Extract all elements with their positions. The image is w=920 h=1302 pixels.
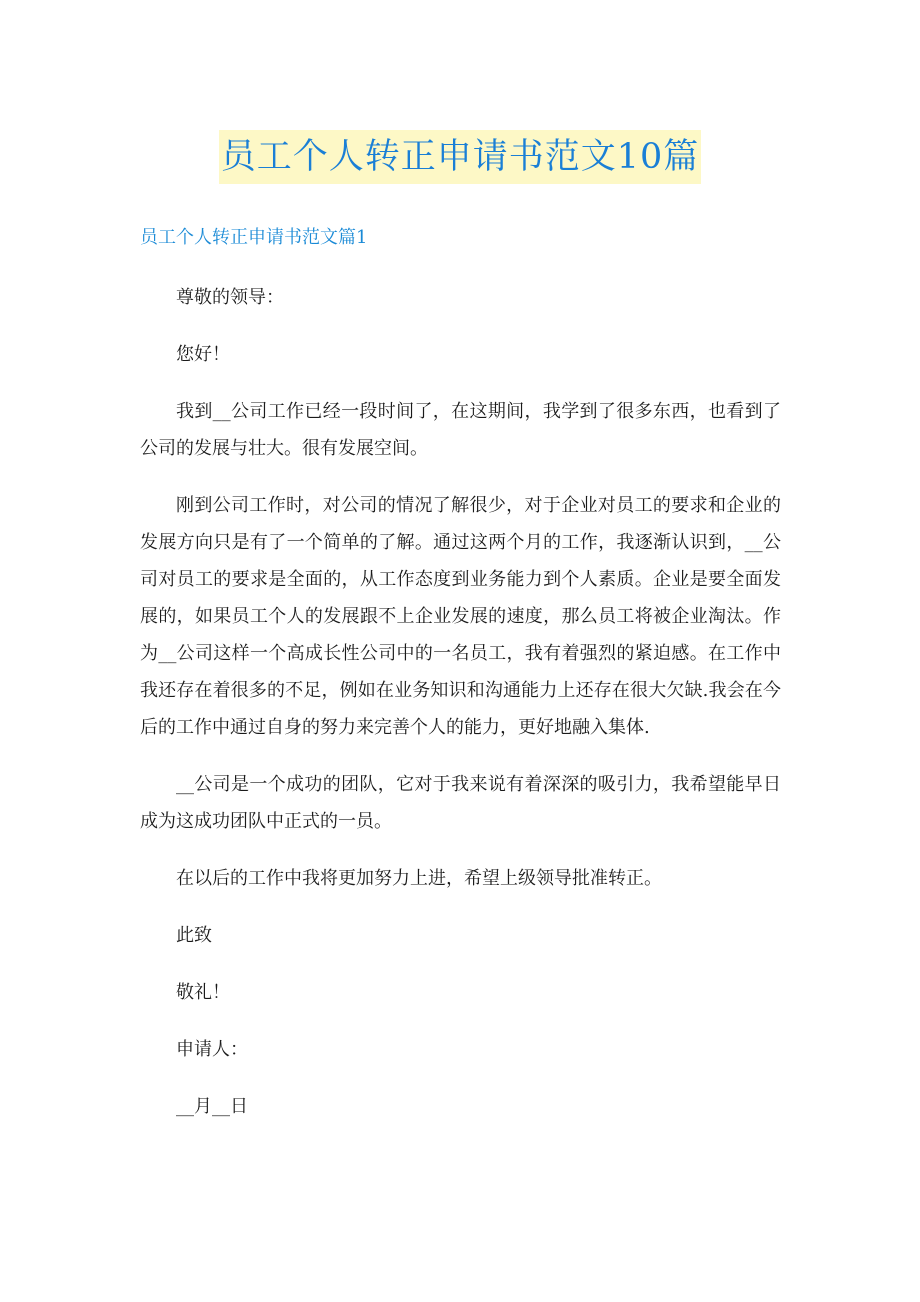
salutation: 尊敬的领导： bbox=[176, 287, 284, 308]
closing-1: 此致 bbox=[176, 925, 212, 946]
paragraph-main: 刚到公司工作时，对公司的情况了解很少，对于企业对员工的要求和企业的发展方向只是有了一个简单的了解。通过这两个月的工作，我逐渐认识到，__公司对员工的要求是全面的，从工作态度到业务能力到个人素质。企业是要全面发展的，如果员工个人的发展跟不上企业发展的速度，那么员工将被企业淘汰。作为__公司这样一个高成长性公司中的一名员工，我有着强烈的紧迫感。在工作中我还存在着很多的不足，例如在业务知识和沟通能力上还存在很大欠缺.我会在今后的工作中通过自身的努力来完善个人的能力，更好地融入集体. bbox=[140, 495, 781, 738]
paragraph-request: 在以后的工作中我将更加努力上进，希望上级领导批准转正。 bbox=[176, 868, 662, 889]
paragraph-intro: 我到__公司工作已经一段时间了，在这期间，我学到了很多东西，也看到了公司的发展与壮大。很有发展空间。 bbox=[140, 401, 781, 459]
letter-body bbox=[140, 279, 781, 1145]
applicant-label: 申请人： bbox=[176, 1039, 248, 1060]
date-line: __月__日 bbox=[176, 1096, 248, 1117]
greeting: 您好！ bbox=[176, 344, 230, 365]
title-container bbox=[0, 130, 920, 184]
document-title: 员工个人转正申请书范文10篇 bbox=[219, 130, 702, 184]
paragraph-team: __公司是一个成功的团队，它对于我来说有着深深的吸引力，我希望能早日成为这成功团队中正式的一员。 bbox=[140, 774, 781, 832]
section-title: 员工个人转正申请书范文篇1 bbox=[140, 227, 368, 248]
closing-2: 敬礼！ bbox=[176, 982, 230, 1003]
